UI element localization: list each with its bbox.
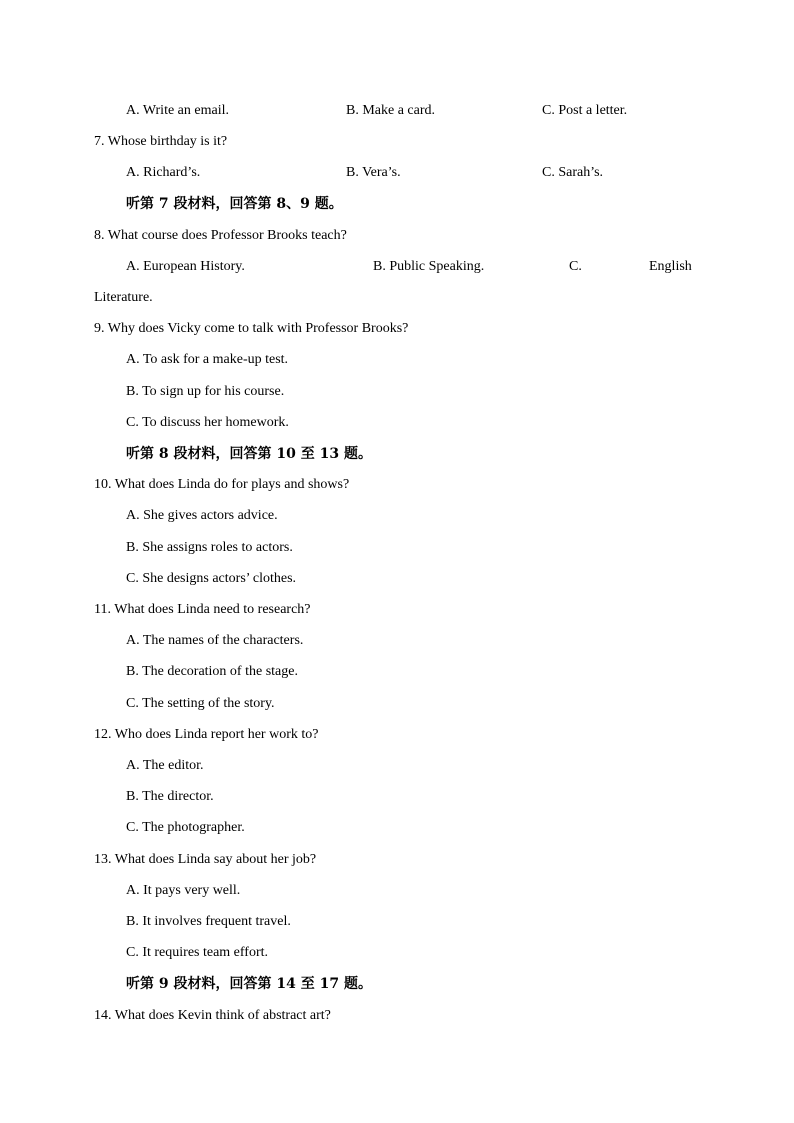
q13-option-b: B. It involves frequent travel. — [126, 914, 291, 929]
q7-option-a: A. Richard’s. — [126, 165, 201, 180]
q8-option-c-word2: Literature. — [94, 290, 153, 305]
question-9: 9. Why does Vicky come to talk with Professor Brooks? — [94, 321, 409, 336]
q8-option-c-label: C. — [569, 259, 582, 274]
q12-option-c: C. The photographer. — [126, 820, 245, 835]
q10-option-a: A. She gives actors advice. — [126, 508, 278, 523]
q9-option-b: B. To sign up for his course. — [126, 384, 285, 399]
section-7-header: 听第 7 段材料，回答第 8、9 题。 — [126, 196, 343, 212]
question-8: 8. What course does Professor Brooks teach? — [94, 228, 347, 243]
q9-option-c: C. To discuss her homework. — [126, 415, 289, 430]
q6-option-b: B. Make a card. — [346, 103, 436, 118]
section-9-header: 听第 9 段材料，回答第 14 至 17 题。 — [126, 976, 372, 992]
q12-option-a: A. The editor. — [126, 758, 204, 773]
question-13: 13. What does Linda say about her job? — [94, 852, 317, 867]
section-8-header: 听第 8 段材料，回答第 10 至 13 题。 — [126, 446, 372, 462]
q13-option-a: A. It pays very well. — [126, 883, 241, 898]
q7-option-c: C. Sarah’s. — [542, 165, 604, 180]
q7-option-b: B. Vera’s. — [346, 165, 401, 180]
q8-option-c-word1: English — [649, 259, 692, 274]
question-10: 10. What does Linda do for plays and shows? — [94, 477, 350, 492]
question-14: 14. What does Kevin think of abstract art? — [94, 1008, 331, 1023]
q11-option-a: A. The names of the characters. — [126, 633, 304, 648]
q6-option-a: A. Write an email. — [126, 103, 229, 118]
q12-option-b: B. The director. — [126, 789, 214, 804]
q11-option-b: B. The decoration of the stage. — [126, 664, 298, 679]
q8-option-a: A. European History. — [126, 259, 245, 274]
q9-option-a: A. To ask for a make-up test. — [126, 352, 289, 367]
q8-option-b: B. Public Speaking. — [373, 259, 485, 274]
q10-option-b: B. She assigns roles to actors. — [126, 540, 293, 555]
q10-option-c: C. She designs actors’ clothes. — [126, 571, 297, 586]
q13-option-c: C. It requires team effort. — [126, 945, 269, 960]
q6-option-c: C. Post a letter. — [542, 103, 628, 118]
question-7: 7. Whose birthday is it? — [94, 134, 228, 149]
q11-option-c: C. The setting of the story. — [126, 696, 275, 711]
question-12: 12. Who does Linda report her work to? — [94, 727, 319, 742]
question-11: 11. What does Linda need to research? — [94, 602, 311, 617]
